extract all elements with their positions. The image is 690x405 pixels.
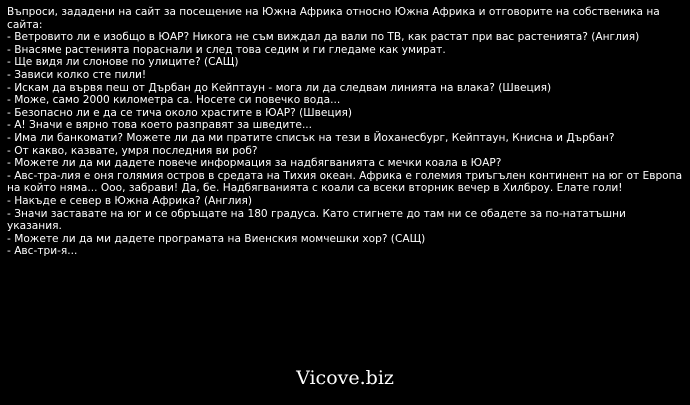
- question-line: - Ще видя ли слонове по улиците? (САЩ): [7, 56, 239, 69]
- question-line: - Безопасно ли е да се тича около храстите в ЮАР? (Швеция): [7, 106, 352, 119]
- answer-line: - Зависи колко сте пили!: [7, 68, 147, 81]
- joke-text: [7, 6, 683, 258]
- question-line: - Можете ли да ми дадете повече информация за надбягванията с мечки коала в ЮАР?: [7, 157, 502, 170]
- answer-line: - Значи заставате на юг и се обръщате на 180 градуса. Като стигнете до там ни се обадете за по-нататъшни указания.: [7, 207, 626, 233]
- question-line: - Има ли банкомати? Можете ли да ми пратите списък на тези в Йоханесбург, Кейптаун, Книсна и Дърбан?: [7, 131, 615, 144]
- answer-line: - Авс-три-я...: [7, 245, 78, 258]
- question-line: - Искам да вървя пеш от Дърбан до Кейптаун - мога ли да следвам линията на влака? (Швеция): [7, 81, 552, 94]
- site-watermark: Vicove.biz: [296, 367, 394, 389]
- answer-line: - Авс-тра-лия е оня голямия остров в средата на Тихия океан. Африка е големия триъгълен континент на юг от Европа на който няма... Ооо, забрави! Да, бе. Надбягванията с коали са всеки вторник вечер в Хилброу. Елате голи!: [7, 169, 683, 195]
- answer-line: - А! Значи е вярно това което разправят за шведите...: [7, 119, 313, 132]
- question-line: - Ветровито ли е изобщо в ЮАР? Никога не съм виждал да вали по ТВ, как растат при вас растенията? (Англия): [7, 31, 640, 44]
- answer-line: - От какво, казвате, умря последния ви роб?: [7, 144, 258, 157]
- answer-line: - Може, само 2000 километра са. Носете си повечко вода...: [7, 94, 341, 107]
- intro-line: Въпроси, зададени на сайт за посещение на Южна Африка относно Южна Африка и отговорите на собственика на сайта:: [7, 6, 660, 31]
- question-line: - Накъде е север в Южна Африка? (Англия): [7, 194, 253, 207]
- answer-line: - Внасяме растенията пораснали и след това седим и ги гледаме как умират.: [7, 43, 446, 56]
- question-line: - Можете ли да ми дадете програмата на Виенския момчешки хор? (САЩ): [7, 232, 426, 245]
